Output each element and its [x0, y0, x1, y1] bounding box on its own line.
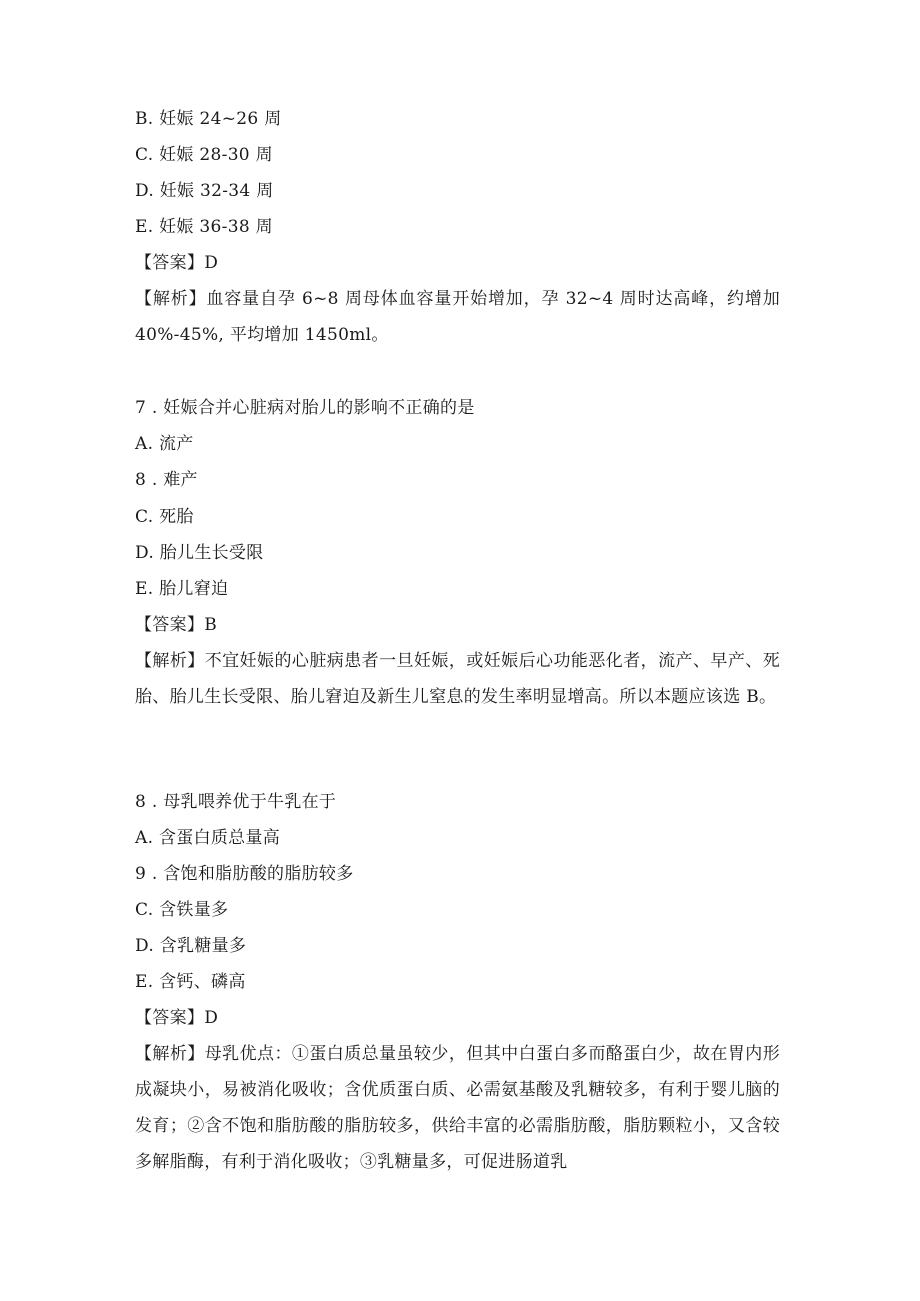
q8-option-e: E. 含钙、磷高 [135, 972, 246, 992]
q8-option-c: C. 含铁量多 [135, 900, 229, 920]
q6-analysis: 【解析】血容量自孕 6~8 周母体血容量开始增加，孕 32~4 周时达高峰，约增加 40%-45%, 平均增加 1450ml。 [135, 289, 780, 345]
q7-option-d: D. 胎儿生长受限 [135, 543, 264, 563]
q6-option-c: C. 妊娠 28-30 周 [135, 145, 273, 165]
q8-question: 8 . 母乳喂养优于牛乳在于 [135, 792, 337, 812]
q6-option-d: D. 妊娠 32-34 周 [135, 181, 274, 201]
q6-answer: 【答案】D [135, 253, 219, 273]
q8-answer: 【答案】D [135, 1008, 219, 1028]
q7-answer: 【答案】B [135, 615, 217, 635]
q7-option-a: A. 流产 [135, 434, 194, 454]
q7-analysis: 【解析】不宜妊娠的心脏病患者一旦妊娠，或妊娠后心功能恶化者，流产、早产、死胎、胎儿生长受限、胎儿窘迫及新生儿窒息的发生率明显增高。所以本题应该选 B。 [135, 651, 780, 707]
q7-question: 7 . 妊娠合并心脏病对胎儿的影响不正确的是 [135, 398, 475, 418]
q7-option-b: 8 . 难产 [135, 470, 198, 490]
q8-option-d: D. 含乳糖量多 [135, 936, 247, 956]
q7-option-e: E. 胎儿窘迫 [135, 579, 229, 599]
q8-analysis: 【解析】母乳优点：①蛋白质总量虽较少，但其中白蛋白多而酪蛋白少，故在胃内形成凝块小，易被消化吸收；含优质蛋白质、必需氨基酸及乳糖较多，有利于婴儿脑的发育；②含不饱和脂肪酸的脂肪较多，供给丰富的必需脂肪酸，脂肪颗粒小，又含较多解脂酶，有利于消化吸收；③乳糖量多，可促进肠道乳 [135, 1044, 780, 1172]
q8-option-a: A. 含蛋白质总量高 [135, 828, 281, 848]
q7-option-c: C. 死胎 [135, 507, 194, 527]
q6-option-b: B. 妊娠 24~26 周 [135, 109, 282, 129]
q8-option-b: 9 . 含饱和脂肪酸的脂肪较多 [135, 864, 354, 884]
q6-option-e: E. 妊娠 36-38 周 [135, 217, 273, 237]
